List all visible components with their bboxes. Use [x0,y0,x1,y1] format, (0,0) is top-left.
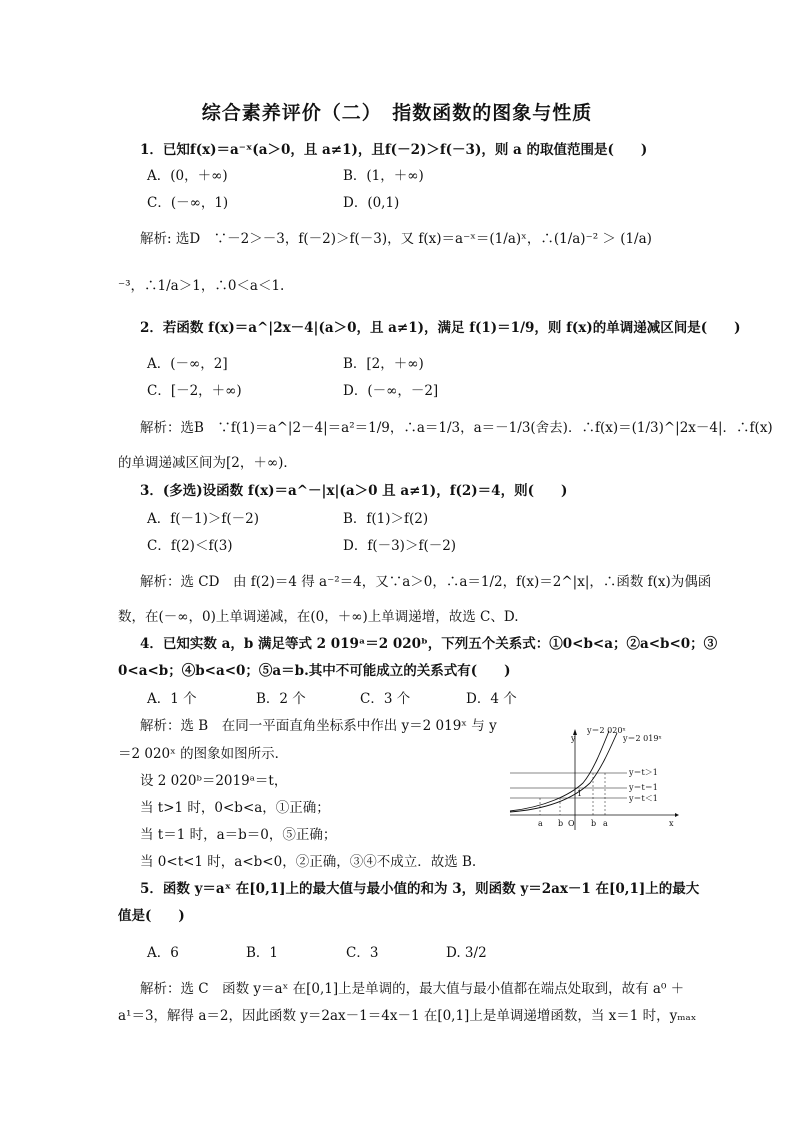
q2-stem: 2．若函数 f(x)＝a^|2x－4|(a＞0，且 a≠1)，满足 f(1)＝1/9，则 f(x)的单调递减区间是( ) [140,320,741,336]
q3-solution-line-1: 解析：选 CD 由 f(2)＝4 得 a⁻²＝4，又∵a＞0，∴a＝1/2，f(x)＝2^|x|，∴函数 f(x)为偶函 [140,574,712,590]
q1-option-b: B．(1，＋∞) [343,168,424,184]
curve-2019 [510,733,617,812]
q5-stem-line-1: 5．函数 y＝aˣ 在[0,1]上的最大值与最小值的和为 3，则函数 y＝2ax－1 在[0,1]上的最大 [140,881,700,897]
q1-stem: 1．已知f(x)＝a⁻ˣ(a＞0，且 a≠1)，且f(－2)＞f(－3)，则 a 的取值范围是( ) [140,142,648,158]
label-t-equal-1: y＝t＝1 [629,783,658,792]
tick-a-positive: a [603,819,608,828]
q2-solution-line-2: 的单调递减区间为[2，＋∞)． [118,455,297,471]
x-axis-label: x [669,819,674,828]
y-axis-label: y [571,734,576,743]
tick-b-positive: b [591,819,597,828]
q4-solution-line-1: 解析：选 B 在同一平面直角坐标系中作出 y＝2 019ˣ 与 y [140,718,497,734]
q4-option-c: C．3 个 [360,691,411,707]
q1-solution-line-1: 解析: 选D ∵－2＞－3，f(－2)＞f(－3)，又 f(x)＝a⁻ˣ＝(1/a)ˣ，∴(1/a)⁻² ＞ (1/a) [140,231,652,247]
page-title: 综合素养评价（二） 指数函数的图象与性质 [201,102,593,124]
q3-option-d: D．f(－3)＞f(－2) [343,538,457,554]
tick-b-negative: b [558,819,564,828]
curve-2020 [510,731,609,811]
q1-option-a: A．(0，＋∞) [147,168,228,184]
q2-option-c: C．[－2，＋∞) [147,383,242,399]
q3-option-b: B．f(1)＞f(2) [343,511,429,527]
label-t-greater-1: y＝t＞1 [629,768,658,777]
q1-option-c: C．(－∞，1) [147,195,229,211]
origin-label: O [568,819,575,828]
q5-option-b: B．1 [246,945,279,961]
tick-a-negative: a [538,819,543,828]
q4-solution-line-6: 当 0<t<1 时，a<b<0，②正确，③④不成立．故选 B. [140,854,477,870]
q5-stem-line-2: 值是( ) [118,908,185,924]
q5-option-c: C．3 [346,945,379,961]
q1-solution-line-2: ⁻³，∴1/a＞1，∴0＜a＜1. [118,278,285,294]
q4-stem-line-2: 0<a<b；④b<a<0；⑤a＝b.其中不可能成立的关系式有( ) [118,663,511,679]
q2-option-a: A．(－∞，2] [147,356,228,372]
q5-option-a: A．6 [147,945,179,961]
q4-solution-line-2: ＝2 020ˣ 的图象如图所示． [118,746,289,762]
q5-solution-line-1: 解析：选 C 函数 y＝aˣ 在[0,1]上是单调的，最大值与最小值都在端点处取到，故有 a⁰ ＋ [140,981,685,997]
label-t-less-1: y＝t＜1 [629,794,658,803]
q4-solution-line-5: 当 t＝1 时，a＝b＝0，⑤正确； [140,827,337,843]
q2-option-d: D．(－∞，－2] [343,383,439,399]
q5-option-d: D. 3/2 [446,945,487,961]
q3-stem: 3．(多选)设函数 f(x)＝a^－|x|(a＞0 且 a≠1)，f(2)＝4，则( ) [140,483,568,499]
q3-solution-line-2: 数，在(－∞，0)上单调递减，在(0，＋∞)上单调递增，故选 C、D. [118,609,519,625]
q4-option-a: A．1 个 [147,691,197,707]
label-curve-2019: y＝2 019ˣ [623,734,662,743]
q4-solution-line-4: 当 t>1 时，0<b<a，①正确； [140,800,330,816]
q4-option-d: D．4 个 [466,691,517,707]
q5-solution-line-2: a¹＝3，解得 a＝2，因此函数 y＝2ax－1＝4x－1 在[0,1]上是单调递增函数，当 x＝1 时，yₘₐₓ [118,1008,697,1024]
q4-solution-line-3: 设 2 020ᵇ＝2019ᵃ＝t， [140,773,288,789]
q2-solution-line-1: 解析：选B ∵f(1)＝a^|2－4|＝a²＝1/9，∴a＝1/3，a＝－1/3(舍去)．∴f(x)＝(1/3)^|2x－4|．∴f(x) [140,420,773,436]
q1-option-d: D．(0,1) [343,195,400,211]
q2-option-b: B．[2，＋∞) [343,356,424,372]
q4-stem-line-1: 4．已知实数 a，b 满足等式 2 019ᵃ＝2 020ᵇ，下列五个关系式：①0<b<a；②a<b<0；③ [140,636,718,652]
exponential-graph-figure [505,725,680,835]
q4-option-b: B．2 个 [256,691,306,707]
q3-option-c: C．f(2)＜f(3) [147,538,233,554]
q3-option-a: A．f(－1)＞f(－2) [147,511,259,527]
x-axis-arrow [675,813,679,817]
label-curve-2020: y＝2 020ˣ [587,726,626,735]
one-label: 1 [577,789,583,798]
